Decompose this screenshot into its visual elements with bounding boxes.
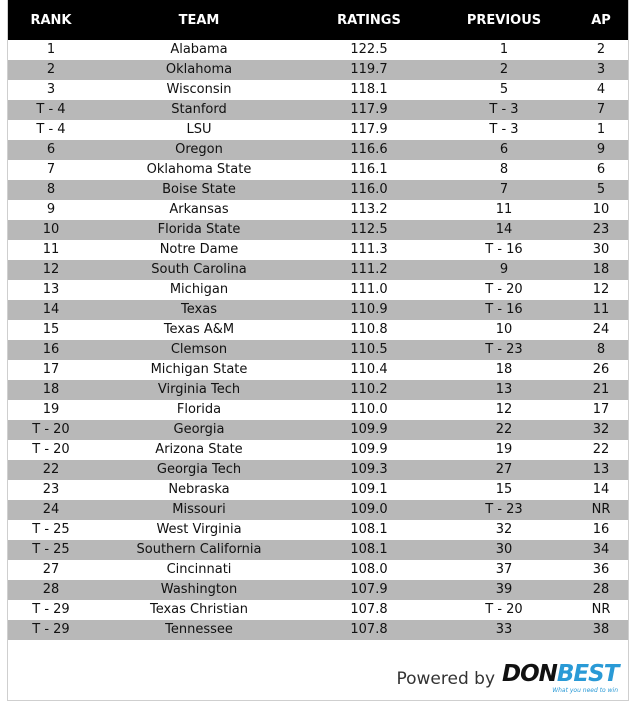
cell-rating: 110.0 [350,402,388,417]
cell-rank: 22 [42,462,60,477]
cell-previous: 37 [495,562,513,577]
cell-rank: 7 [46,162,56,177]
cell-ap: 10 [592,202,610,217]
cell-rank: T - 4 [36,102,66,117]
logo-don-text: DON [502,661,557,687]
cell-team: Texas Christian [149,602,249,617]
cell-team: Missouri [172,502,226,517]
cell-rating: 108.1 [350,522,388,537]
cell-rating: 107.9 [350,582,388,597]
cell-previous: 30 [495,542,513,557]
cell-rank: 18 [42,382,60,397]
table-body [8,40,628,640]
cell-ap: 14 [592,482,610,497]
table-row [8,520,628,540]
cell-rating: 111.0 [350,282,388,297]
cell-previous: T - 20 [485,602,523,617]
table-row [8,180,628,200]
cell-team: Florida [176,402,222,417]
logo-tagline: What you need to win [552,687,618,694]
cell-team: Arkansas [169,202,229,217]
cell-ap: 38 [592,622,610,637]
cell-previous: T - 23 [485,342,523,357]
cell-rank: 13 [42,282,60,297]
cell-team: Oklahoma State [146,162,252,177]
cell-rating: 107.8 [350,622,388,637]
cell-rating: 109.9 [350,422,388,437]
cell-rating: 112.5 [350,222,388,237]
cell-previous: T - 3 [489,122,519,137]
table-row [8,600,628,620]
table-header-row [8,0,628,40]
cell-rating: 109.1 [350,482,388,497]
table-row [8,360,628,380]
cell-ap: 32 [592,422,610,437]
table-row [8,500,628,520]
header-previous: PREVIOUS [466,12,542,28]
table-row [8,120,628,140]
cell-rank: 19 [42,402,60,417]
cell-team: Cincinnati [166,562,232,577]
cell-ap: 22 [592,442,610,457]
cell-rank: 17 [42,362,60,377]
table-row [8,280,628,300]
table-row [8,320,628,340]
cell-previous: 39 [495,582,513,597]
cell-ap: 21 [592,382,610,397]
cell-team: Arizona State [155,442,243,457]
table-row [8,340,628,360]
cell-rating: 122.5 [350,42,388,57]
cell-ap: 6 [596,162,606,177]
cell-ap: 17 [592,402,610,417]
table-row [8,100,628,120]
cell-previous: T - 3 [489,102,519,117]
header-ap: AP [591,12,611,28]
ratings-panel [7,0,629,701]
cell-ap: 18 [592,262,610,277]
cell-ap: 9 [596,142,606,157]
cell-team: Texas [181,302,217,317]
cell-team: Southern California [136,542,262,557]
cell-previous: 13 [495,382,513,397]
cell-rating: 111.3 [350,242,388,257]
table-row [8,200,628,220]
cell-ap: NR [591,602,611,617]
cell-rating: 110.8 [350,322,388,337]
cell-rank: T - 4 [36,122,66,137]
cell-team: Stanford [171,102,227,117]
cell-ap: 2 [596,42,606,57]
header-ratings: RATINGS [337,12,401,28]
cell-rank: 28 [42,582,60,597]
cell-team: Texas A&M [163,322,235,337]
table-row [8,580,628,600]
cell-team: Oregon [175,142,223,157]
cell-rank: 12 [42,262,60,277]
table-row [8,80,628,100]
cell-rank: 23 [42,482,60,497]
cell-ap: 3 [596,62,606,77]
cell-team: Boise State [162,182,236,197]
cell-team: Tennessee [165,622,233,637]
table-row [8,300,628,320]
cell-ap: 28 [592,582,610,597]
cell-rating: 108.1 [350,542,388,557]
cell-previous: 1 [499,42,509,57]
cell-rank: T - 25 [32,522,70,537]
logo-best-text: BEST [556,661,619,687]
cell-rating: 116.1 [350,162,388,177]
cell-ap: 24 [592,322,610,337]
table-row [8,140,628,160]
cell-ap: 30 [592,242,610,257]
cell-ap: 7 [596,102,606,117]
cell-ap: 5 [596,182,606,197]
cell-rating: 109.0 [350,502,388,517]
cell-rating: 118.1 [350,82,388,97]
cell-rank: T - 29 [32,602,70,617]
table-row [8,220,628,240]
cell-team: Virginia Tech [157,382,241,397]
cell-previous: 12 [495,402,513,417]
cell-previous: 14 [495,222,513,237]
table-row [8,460,628,480]
cell-team: Washington [160,582,238,597]
cell-team: Nebraska [168,482,230,497]
cell-previous: 2 [499,62,509,77]
powered-by-text: Powered by [396,669,495,689]
cell-rating: 108.0 [350,562,388,577]
cell-ap: 34 [592,542,610,557]
cell-ap: NR [591,502,611,517]
cell-rating: 110.9 [350,302,388,317]
cell-rank: 3 [46,82,56,97]
cell-rank: T - 20 [32,442,70,457]
cell-rank: 10 [42,222,60,237]
cell-team: West Virginia [156,522,242,537]
cell-previous: T - 16 [485,302,523,317]
cell-previous: 8 [499,162,509,177]
cell-rank: 8 [46,182,56,197]
cell-ap: 26 [592,362,610,377]
cell-team: Clemson [170,342,228,357]
cell-previous: 19 [495,442,513,457]
table-row [8,480,628,500]
cell-previous: 15 [495,482,513,497]
cell-rating: 113.2 [350,202,388,217]
cell-ap: 4 [596,82,606,97]
cell-rating: 116.6 [350,142,388,157]
table-row [8,420,628,440]
cell-team: LSU [186,122,212,137]
donbest-logo [502,662,618,694]
table-row [8,440,628,460]
cell-rating: 109.3 [350,462,388,477]
cell-rating: 117.9 [350,122,388,137]
table-row [8,160,628,180]
table-row [8,400,628,420]
cell-previous: 33 [495,622,513,637]
cell-team: Georgia [173,422,225,437]
cell-previous: 32 [495,522,513,537]
cell-rating: 116.0 [350,182,388,197]
cell-team: Georgia Tech [156,462,242,477]
table-row [8,380,628,400]
cell-rating: 107.8 [350,602,388,617]
cell-rating: 119.7 [350,62,388,77]
cell-previous: 10 [495,322,513,337]
table-row [8,60,628,80]
cell-previous: 18 [495,362,513,377]
cell-previous: T - 16 [485,242,523,257]
table-row [8,620,628,640]
cell-rating: 110.2 [350,382,388,397]
cell-rank: T - 20 [32,422,70,437]
cell-previous: T - 23 [485,502,523,517]
cell-rank: 15 [42,322,60,337]
cell-ap: 1 [596,122,606,137]
cell-team: Wisconsin [166,82,232,97]
cell-rank: 2 [46,62,56,77]
cell-team: Florida State [157,222,241,237]
cell-team: Michigan State [150,362,248,377]
cell-previous: 9 [499,262,509,277]
table-row [8,240,628,260]
table-row [8,540,628,560]
cell-rank: 6 [46,142,56,157]
cell-ap: 11 [592,302,610,317]
cell-previous: T - 20 [485,282,523,297]
cell-previous: 27 [495,462,513,477]
cell-rating: 110.5 [350,342,388,357]
cell-rank: 1 [46,42,56,57]
header-rank: RANK [30,12,72,28]
cell-previous: 22 [495,422,513,437]
cell-rank: T - 29 [32,622,70,637]
table-row [8,260,628,280]
cell-previous: 7 [499,182,509,197]
cell-ap: 12 [592,282,610,297]
ratings-table [8,0,628,640]
cell-rating: 109.9 [350,442,388,457]
cell-rating: 117.9 [350,102,388,117]
cell-ap: 16 [592,522,610,537]
cell-ap: 13 [592,462,610,477]
cell-team: Notre Dame [159,242,239,257]
cell-rank: 11 [42,242,60,257]
cell-previous: 5 [499,82,509,97]
cell-rank: 24 [42,502,60,517]
cell-rating: 111.2 [350,262,388,277]
cell-rank: 16 [42,342,60,357]
cell-previous: 11 [495,202,513,217]
cell-ap: 36 [592,562,610,577]
cell-rank: T - 25 [32,542,70,557]
cell-rank: 27 [42,562,60,577]
cell-ap: 23 [592,222,610,237]
cell-rating: 110.4 [350,362,388,377]
cell-ap: 8 [596,342,606,357]
table-row [8,40,628,60]
cell-rank: 9 [46,202,56,217]
cell-team: South Carolina [151,262,247,277]
powered-by-footer [396,662,618,694]
cell-previous: 6 [499,142,509,157]
header-team: TEAM [178,12,220,28]
cell-rank: 14 [42,302,60,317]
cell-team: Oklahoma [165,62,233,77]
cell-team: Alabama [170,42,228,57]
table-row [8,560,628,580]
cell-team: Michigan [169,282,229,297]
